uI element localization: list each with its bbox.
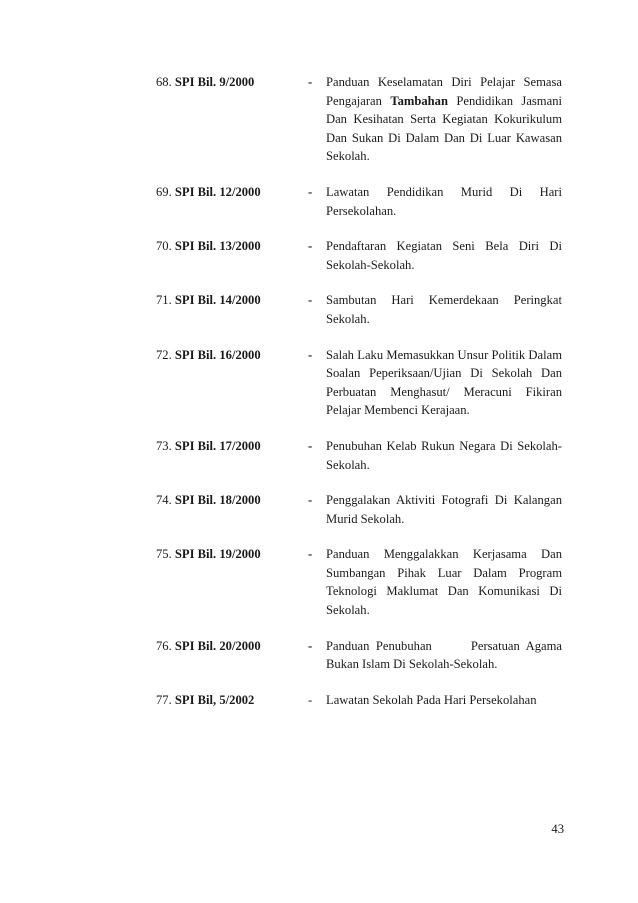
entry-description: Salah Laku Memasukkan Unsur Politik Dalam Soalan Peperiksaan/Ujian Di Sekolah Dan Perbuatan Menghasut/ Meracuni Fikiran Pelajar Membenci Kerajaan. — [326, 347, 562, 418]
entry-number: 77. — [156, 692, 172, 707]
entry-dash: - — [308, 638, 313, 653]
list-item-76 — [156, 637, 566, 674]
entry-description: Lawatan Pendidikan Murid Di Hari Persekolahan. — [326, 184, 562, 218]
entry-reference — [156, 691, 308, 710]
entry-description: Panduan Menggalakkan Kerjasama Dan Sumbangan Pihak Luar Dalam Program Teknologi Maklumat Dan Komunikasi Di Sekolah. — [326, 547, 562, 618]
entry-dash: - — [308, 547, 313, 562]
entry-reference — [156, 437, 308, 456]
entry-description — [326, 73, 562, 166]
list-item-72 — [156, 346, 562, 420]
entry-dash: - — [308, 692, 313, 707]
entry-dash: - — [308, 438, 313, 453]
entry-dash: - — [308, 75, 313, 89]
entry-reference — [156, 346, 308, 365]
page-number: 43 — [551, 822, 564, 836]
entry-code: SPI Bil. 20/2000 — [174, 638, 261, 653]
entry-number: 69. — [156, 184, 172, 199]
entry-reference — [156, 291, 308, 310]
entry-description: Sambutan Hari Kemerdekaan Peringkat Sekolah. — [326, 293, 562, 326]
entry-reference — [156, 491, 308, 510]
list-item-71 — [156, 291, 562, 328]
entry-reference — [156, 545, 308, 564]
entry-description-part: Panduan Keselamatan Diri Pelajar Semasa Pengajaran — [326, 75, 562, 108]
entry-dash: - — [308, 239, 313, 254]
list-item-73 — [156, 437, 562, 474]
entry-code: SPI Bil. 14/2000 — [174, 293, 261, 308]
entry-number: 76. — [156, 638, 172, 653]
entry-code: SPI Bil. 18/2000 — [174, 493, 261, 508]
entry-code: SPI Bil. 13/2000 — [174, 239, 261, 254]
entry-number: 73. — [156, 438, 172, 453]
entry-number: 71. — [156, 293, 172, 308]
entry-number: 75. — [156, 547, 172, 562]
list-item-74 — [156, 491, 562, 528]
entry-dash: - — [308, 184, 313, 199]
entry-description: Lawatan Sekolah Pada Hari Persekolahan — [326, 692, 537, 707]
entry-code: SPI Bil. 19/2000 — [174, 547, 261, 562]
entry-code: SPI Bil. 16/2000 — [174, 347, 261, 362]
entry-code: SPI Bil. 12/2000 — [174, 184, 261, 199]
entry-reference — [156, 237, 308, 256]
entry-dash: - — [308, 493, 313, 508]
entry-reference — [156, 73, 308, 92]
entry-code: SPI Bil. 17/2000 — [174, 438, 261, 453]
entry-reference — [156, 183, 308, 202]
list-item-75 — [156, 545, 562, 619]
list-item-69 — [156, 183, 562, 220]
entry-number: 74. — [156, 493, 172, 508]
entry-description: Penggalakan Aktiviti Fotografi Di Kalangan Murid Sekolah. — [326, 493, 562, 526]
entry-number: 72. — [156, 347, 172, 362]
list-item-77 — [156, 691, 562, 710]
entry-number: 68. — [156, 75, 172, 89]
entry-description: Pendaftaran Kegiatan Seni Bela Diri Di Sekolah-Sekolah. — [326, 239, 562, 272]
entry-description-bold: Tambahan — [390, 93, 448, 108]
entry-description-part: Pendidikan Jasmani Dan Kesihatan Serta Kegiatan Kokurikulum Dan Sukan Di Dalam Dan Di Luar Kawasan Sekolah. — [326, 93, 562, 164]
list-item-70 — [156, 237, 562, 274]
entry-description: Penubuhan Kelab Rukun Negara Di Sekolah-Sekolah. — [326, 438, 562, 472]
entry-code: SPI Bil. 9/2000 — [174, 75, 255, 89]
entry-dash: - — [308, 293, 313, 308]
entry-description: Panduan Penubuhan Persatuan Agama Bukan Islam Di Sekolah-Sekolah. — [326, 638, 566, 672]
entry-code: SPI Bil, 5/2002 — [174, 692, 255, 707]
entry-dash: - — [308, 347, 313, 362]
entry-reference — [156, 637, 308, 656]
entry-number: 70. — [156, 239, 172, 254]
list-item-68 — [156, 73, 562, 166]
circular-list — [156, 73, 566, 709]
